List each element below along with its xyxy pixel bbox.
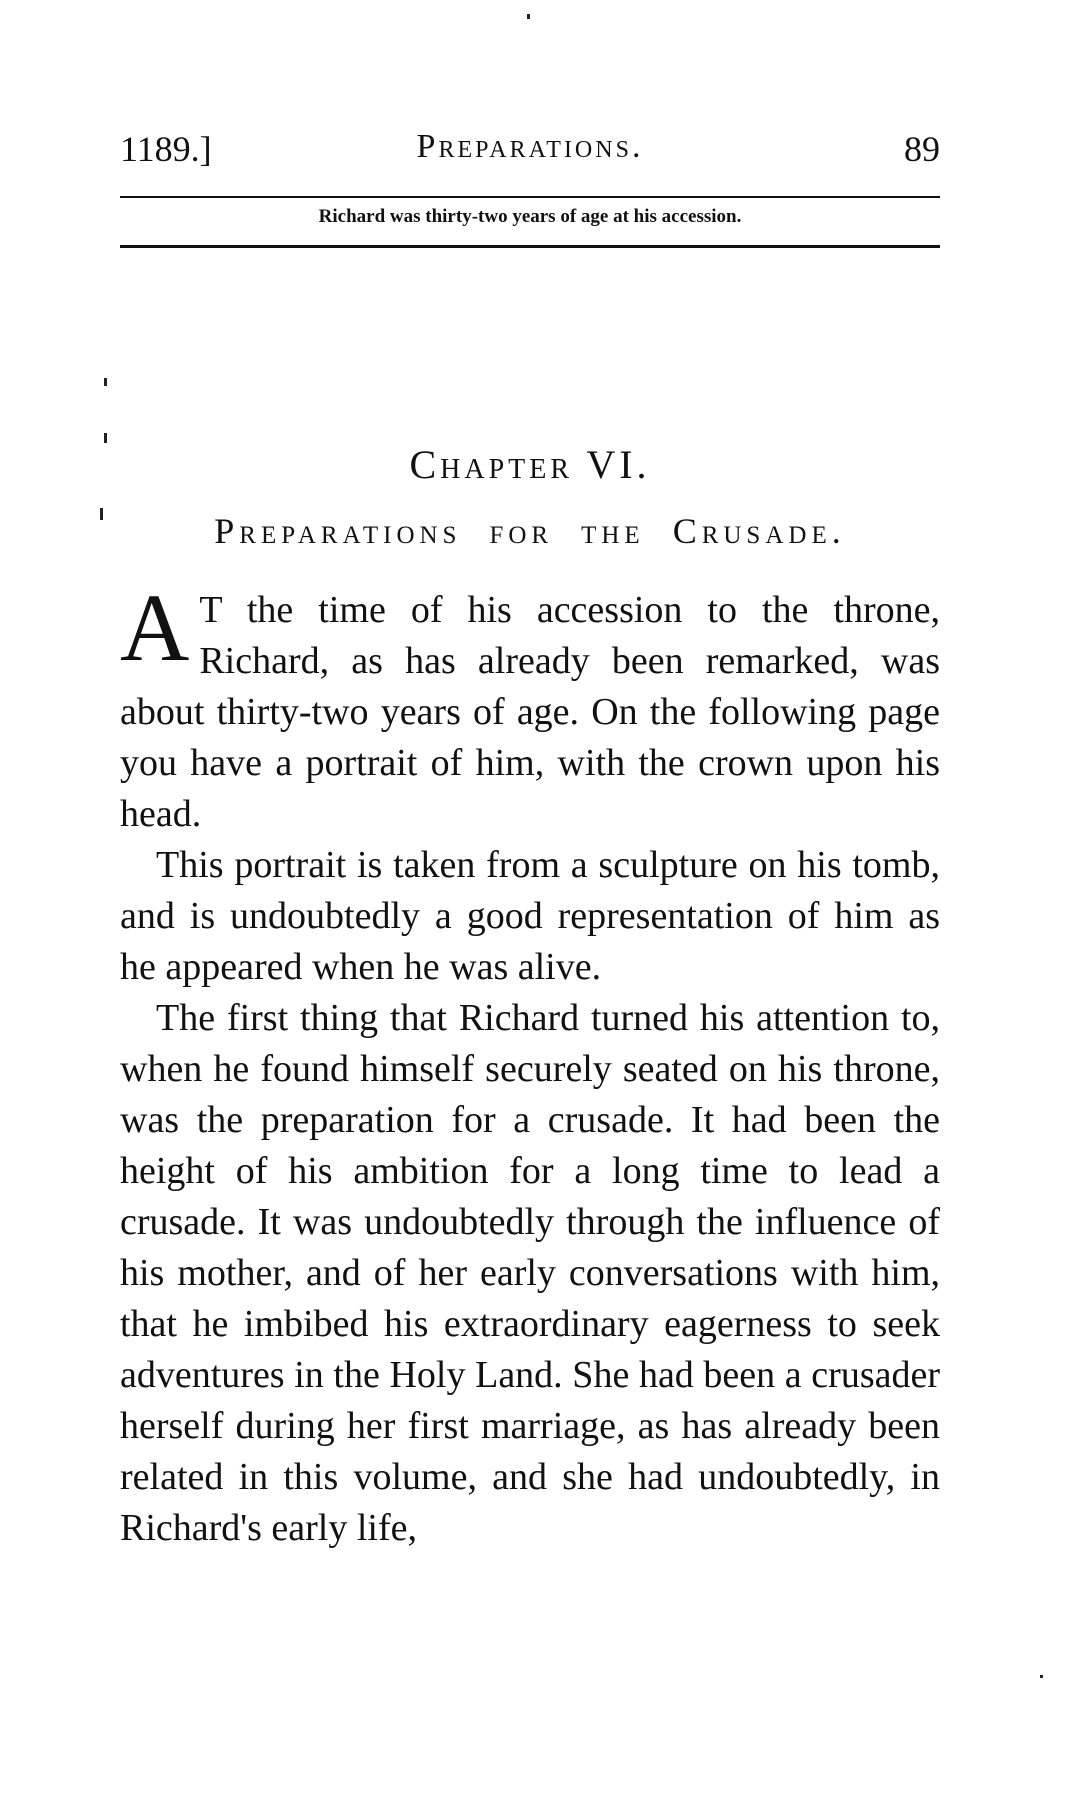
speck: [527, 14, 530, 19]
chapter-title: Preparations for the Crusade.: [214, 511, 846, 551]
paragraph-3: The first thing that Richard turned his attention to, when he found himself securely seated on his throne, was the preparation for a crusade. It had been the height of his ambition for a long time to lead a crusade. It was undoubtedly through the influence of his mother, and of her early conversations with him, that he imbibed his extraordinary eagerness to seek adventures in the Holy Land. She had been a crusader herself during her first marriage, as has already been related in this volume, and she had undoubtedly, in Richard's early life,: [120, 997, 940, 1549]
page-number: 89: [904, 129, 940, 169]
paragraph-1: [120, 574, 940, 840]
drop-cap: A: [120, 574, 190, 681]
header-year: 1189.]: [120, 129, 212, 169]
header-rule-bottom: [120, 245, 940, 248]
speck: [1040, 1675, 1043, 1678]
speck: [104, 378, 107, 386]
speck: [100, 508, 103, 520]
running-header: [120, 128, 940, 178]
header-title: Preparations.: [416, 128, 644, 165]
paragraph-2: This portrait is taken from a sculpture on his tomb, and is undoubtedly a good representation of him as he appeared when he was alive.: [120, 844, 940, 988]
header-rule-top: [120, 196, 940, 198]
speck: [104, 433, 107, 443]
body-text: [120, 574, 940, 1554]
paragraph-1-text: T the time of his accession to the throne, Richard, as has already been remarked, was about thirty-two years of age. On the following page you have a portrait of him, with the crown upon his head.: [120, 589, 940, 835]
chapter-number: Chapter VI.: [409, 442, 651, 487]
header-sidenote: Richard was thirty-two years of age at his accession.: [318, 206, 742, 227]
